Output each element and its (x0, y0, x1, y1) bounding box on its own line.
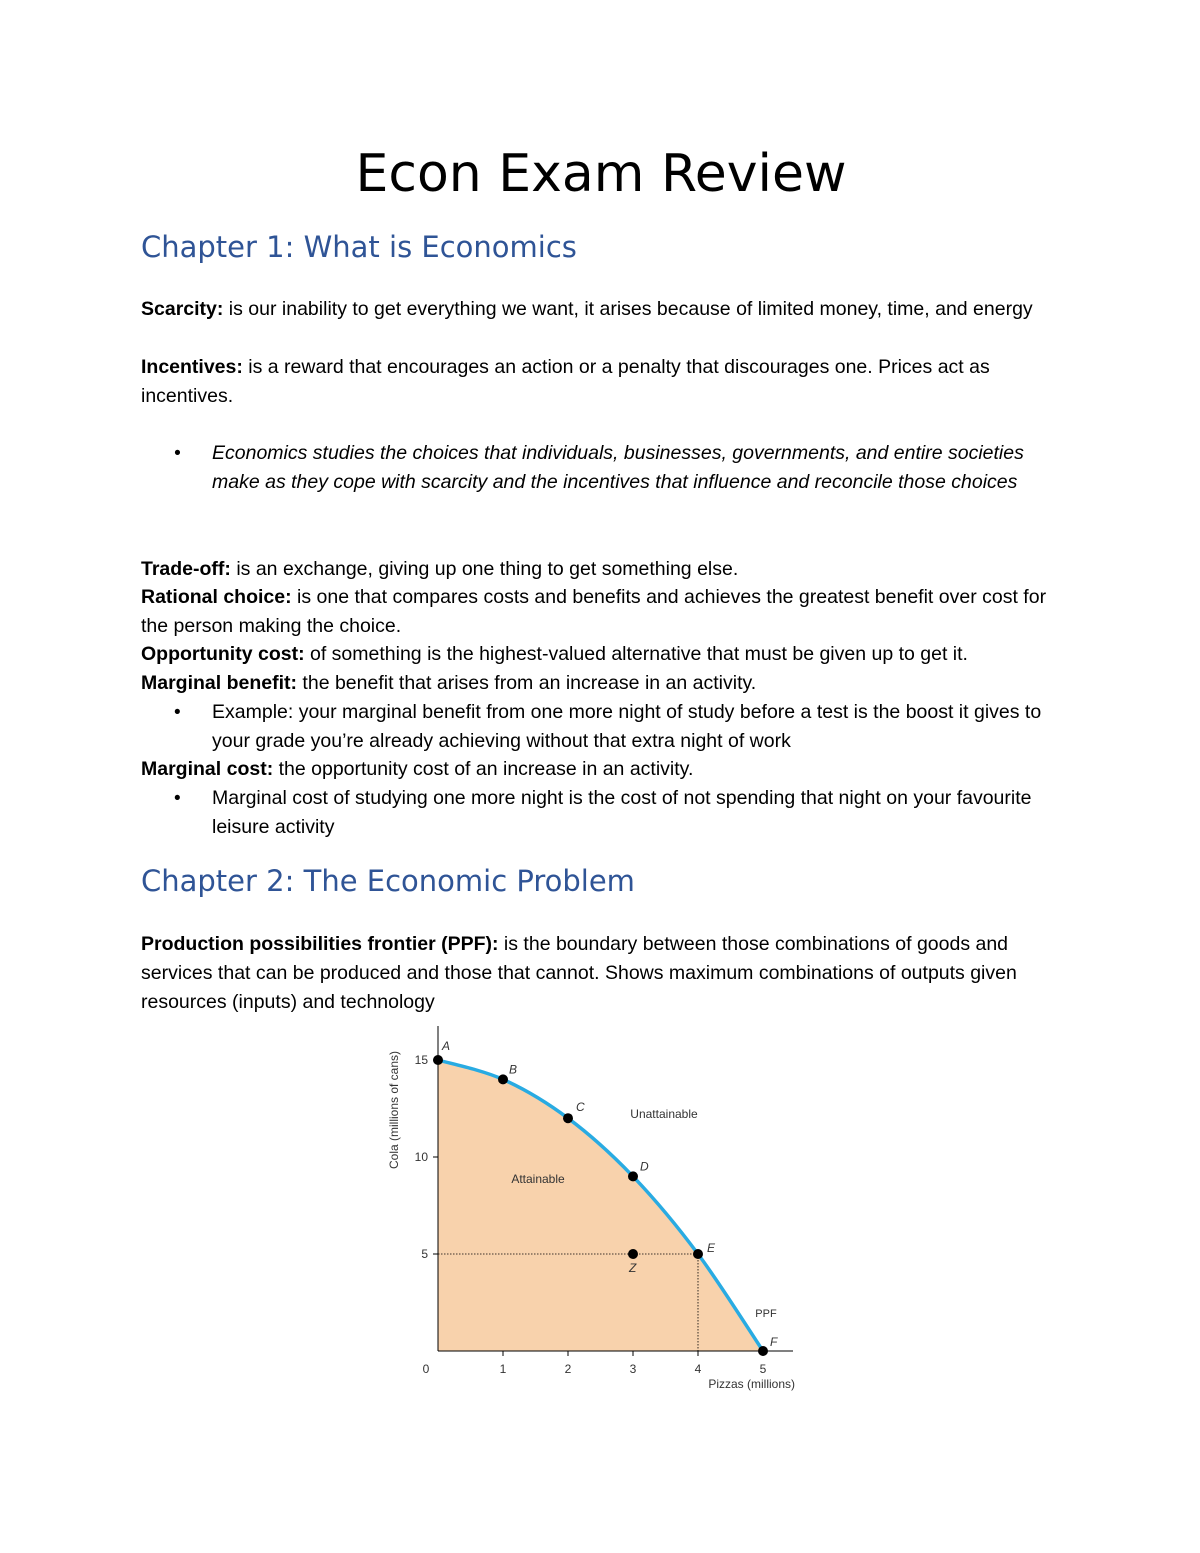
unattainable-label: Unattainable (630, 1107, 698, 1121)
x-tick-label: 5 (759, 1362, 767, 1376)
bullet-marginal-cost-example (141, 784, 1051, 842)
point-label-a: A (442, 1039, 451, 1053)
point-label-c: C (576, 1100, 585, 1115)
chapter-2-heading: Chapter 2: The Economic Problem (141, 864, 635, 898)
definition-text: of something is the highest-valued alternative that must be given up to get it. (304, 643, 968, 665)
term-rational-choice: Rational choice: (141, 586, 292, 608)
definition-text: the benefit that arises from an increase in an activity. (297, 672, 757, 694)
point-label-b: B (509, 1062, 518, 1077)
chapter-1-heading: Chapter 1: What is Economics (141, 230, 577, 264)
attainable-label: Attainable (511, 1172, 565, 1186)
term-marginal-benefit: Marginal benefit: (141, 672, 298, 694)
definition-scarcity (141, 295, 1066, 324)
data-point-f (758, 1346, 768, 1356)
bullet-text: Example: your marginal benefit from one more night of study before a test is the boost it gives to your grade you’re already achieving without that extra night of work (212, 701, 1042, 752)
series-label-ppf: PPF (755, 1308, 777, 1320)
x-axis-label: Pizzas (millions) (708, 1377, 795, 1391)
data-point-a (433, 1055, 443, 1065)
x-tick-label: 2 (564, 1362, 572, 1376)
point-label-d: D (640, 1159, 649, 1174)
attainable-region (438, 1060, 763, 1351)
data-point-c (563, 1113, 573, 1123)
definition-text: the opportunity cost of an increase in an activity. (273, 758, 694, 780)
ppf-chart (380, 1020, 810, 1395)
definition-opportunity-cost (141, 640, 1066, 669)
term-incentives: Incentives: (141, 356, 243, 378)
definition-marginal-benefit (141, 669, 1066, 698)
bullet-text: Marginal cost of studying one more night is the cost of not spending that night on your favourite leisure activity (212, 787, 1032, 838)
y-tick-label: 10 (414, 1150, 428, 1164)
definition-marginal-cost (141, 755, 1066, 784)
term-scarcity: Scarcity: (141, 298, 224, 320)
x-tick-label: 4 (694, 1362, 702, 1376)
definition-rational-choice (141, 583, 1066, 641)
bullet-dot-icon: • (174, 443, 181, 464)
definition-tradeoff (141, 555, 1066, 584)
definition-ppf (141, 930, 1066, 1017)
data-point-z (628, 1249, 638, 1259)
document-title: Econ Exam Review (355, 144, 847, 204)
bullet-marginal-benefit-example (141, 698, 1066, 756)
y-tick-label: 5 (421, 1247, 428, 1261)
point-label-z: Z (629, 1261, 637, 1275)
term-ppf: Production possibilities frontier (PPF): (141, 933, 499, 955)
definition-text: is a reward that encourages an action or a penalty that discourages one. Prices act as incentives. (141, 356, 990, 407)
data-point-b (498, 1074, 508, 1084)
y-axis-label: Cola (millions of cans) (387, 1050, 401, 1170)
data-point-e (693, 1249, 703, 1259)
term-opportunity-cost: Opportunity cost: (141, 643, 305, 665)
bullet-dot-icon: • (174, 788, 181, 809)
x-tick-label: 3 (629, 1362, 637, 1376)
definition-text: is the boundary between those combinations of goods and services that can be produced and those that cannot. Shows maximum combinations of outputs given resources (inputs) and technology (141, 933, 1017, 1013)
definition-incentives (141, 353, 1066, 411)
bullet-economics (141, 439, 1031, 497)
x-tick-label: 1 (499, 1362, 507, 1376)
point-label-e: E (707, 1241, 716, 1255)
y-tick-label: 15 (414, 1053, 428, 1067)
point-label-f: F (770, 1335, 778, 1349)
term-tradeoff: Trade-off: (141, 558, 231, 580)
definition-text: is our inability to get everything we want, it arises because of limited money, time, and energy (223, 298, 1033, 320)
term-marginal-cost: Marginal cost: (141, 758, 274, 780)
definition-text: is one that compares costs and benefits and achieves the greatest benefit over cost for the person making the choice. (141, 586, 1047, 637)
bullet-text: Economics studies the choices that individuals, businesses, governments, and entire societies make as they cope with scarcity and the incentives that influence and reconcile those choices (212, 442, 1024, 493)
definition-text: is an exchange, giving up one thing to get something else. (230, 558, 739, 580)
data-point-d (628, 1171, 638, 1181)
x-tick-label: 0 (422, 1362, 430, 1376)
bullet-dot-icon: • (174, 702, 181, 723)
